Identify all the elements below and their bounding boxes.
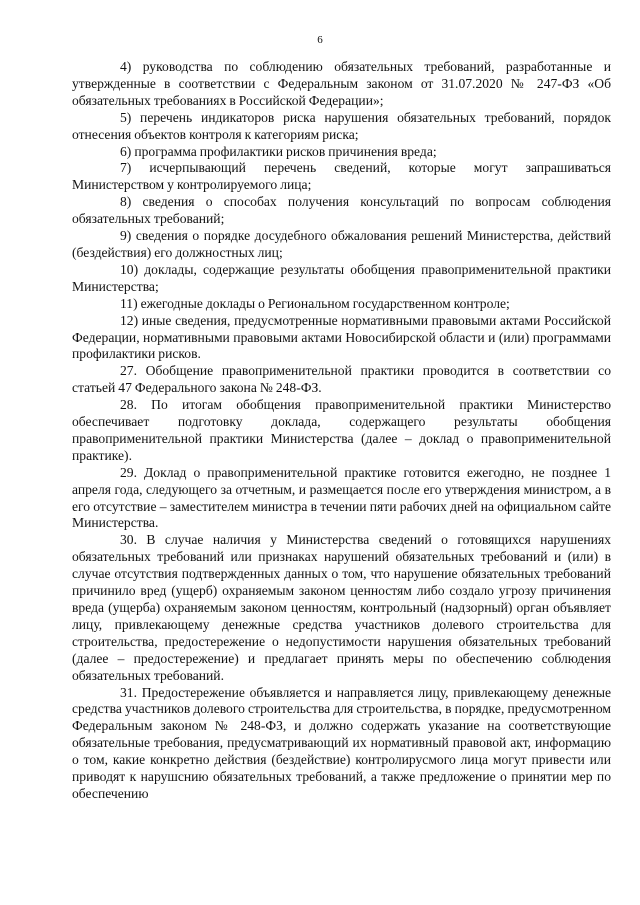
clause-31: 31. Предостережение объявляется и направляется лицу, привлекающему денежные средства участников долевого строительства для строительства, в порядке, предусмотренном Федеральным законом № 248-ФЗ, и должно содержать указание на соответствующие обязательные требования, предусматривающий их нормативный правовой акт, информацию о том, какие конкретно действия (бездействие) контролирусмого лица могут привести или приводят к нарушснию обязательных требований, а также предложение о принятии мер по обеспечению <box>72 684 611 801</box>
page-number: 6 <box>317 34 323 46</box>
document-body <box>72 59 611 803</box>
paragraph-item-7: 7) исчерпывающий перечень сведений, которые могут запрашиваться Министерством у контролируемого лица; <box>72 160 611 193</box>
paragraph-item-11: 11) ежегодные доклады о Региональном государственном контроле; <box>120 295 510 311</box>
paragraph-item-9: 9) сведения о порядке досудебного обжалования решений Министерства, действий (бездействия) его должностных лиц; <box>72 228 611 260</box>
clause-28: 28. По итогам обобщения правоприменительной практики Министерство обеспечивает подготовку доклада, содержащего результаты обобщения правоприменительной практики Министерства (далее – доклад о правоприменительной практике). <box>72 397 611 463</box>
clause-30: 30. В случае наличия у Министерства сведений о готовящихся нарушениях обязательных требований или признаках нарушений обязательных требований и (или) в случае отсутствия подтвержденных данных о том, что нарушение обязательных требований причинило вред (ущерб) охраняемым законом ценностям либо создало угрозу причинения вреда (ущерба) охраняемым законом ценностям, контрольный (надзорный) орган объявляет лицу, привлекающему денежные средства участников долевого строительства для строительства, предостережение о недопустимости нарушения обязательных требований (далее – предостережение) и предлагает принять меры по обеспечению соблюдения обязательных требований. <box>72 532 611 683</box>
paragraph-item-6: 6) программа профилактики рисков причинения вреда; <box>120 143 437 159</box>
paragraph-item-4: 4) руководства по соблюдению обязательных требований, разработанные и утвержденные в соответствии с Федеральным законом от 31.07.2020 № 247-ФЗ «Об обязательных требованиях в Российской Федерации»; <box>72 59 611 108</box>
clause-29: 29. Доклад о правоприменительной практике готовится ежегодно, не позднее 1 апреля года, следующего за отчетным, и размещается после его утверждения министром, а в его отсутствие – заместителем министра в течении пяти рабочих дней на официальном сайте Министерства. <box>72 464 611 531</box>
paragraph-item-5: 5) перечень индикаторов риска нарушения обязательных требований, порядок отнесения объектов контроля к категориям риска; <box>72 109 611 142</box>
paragraph-item-10: 10) доклады, содержащие результаты обобщения правоприменительной практики Министерства; <box>72 261 611 294</box>
paragraph-item-12: 12) иные сведения, предусмотренные нормативными правовыми актами Российской Федерации, нормативными правовыми актами Новосибирской области и (или) программами профилактики рисков. <box>72 312 611 362</box>
paragraph-item-8: 8) сведения о способах получения консультаций по вопросам соблюдения обязательных требований; <box>72 194 611 227</box>
clause-27: 27. Обобщение правоприменительной практики проводится в соответствии со статьей 47 Федерального закона № 248-ФЗ. <box>72 363 611 396</box>
